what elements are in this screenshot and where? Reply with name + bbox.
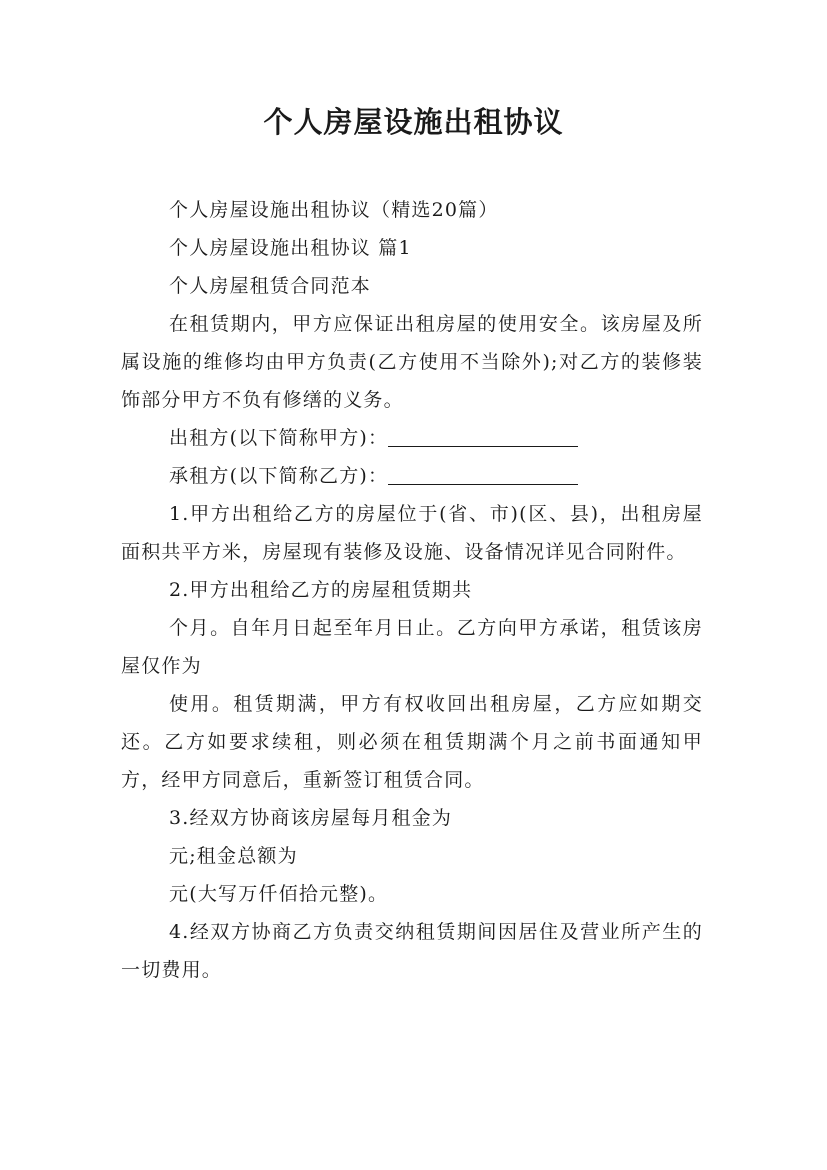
paragraph-lessor <box>121 419 703 457</box>
paragraph-section-heading: 个人房屋设施出租协议 篇1 <box>169 237 412 259</box>
paragraph-clause-2: 2.甲方出租给乙方的房屋租赁期共 <box>169 579 473 601</box>
paragraph-contract-name: 个人房屋租赁合同范本 <box>169 275 372 297</box>
paragraph-lessee <box>121 457 703 495</box>
paragraph-clause-4: 4.经双方协商乙方负责交纳租赁期间因居住及营业所产生的一切费用。 <box>121 921 703 981</box>
document-title: 个人房屋设施出租协议 <box>263 105 564 139</box>
lessee-label: 承租方(以下简称乙方)： <box>169 465 389 487</box>
paragraph-clause-2-use: 使用。租赁期满，甲方有权收回出租房屋，乙方应如期交还。乙方如要求续租，则必须在租赁期满个月之前书面通知甲方，经甲方同意后，重新签订租赁合同。 <box>121 693 703 791</box>
paragraph-clause-3: 3.经双方协商该房屋每月租金为 <box>169 807 453 829</box>
document-body <box>121 191 703 989</box>
paragraph-clause-2-term: 个月。自年月日起至年月日止。乙方向甲方承诺，租赁该房屋仅作为 <box>121 617 703 677</box>
paragraph-maintenance: 在租赁期内，甲方应保证出租房屋的使用安全。该房屋及所属设施的维修均由甲方负责(乙方使用不当除外);对乙方的装修装饰部分甲方不负有修缮的义务。 <box>121 313 703 411</box>
paragraph-clause-3-total: 元;租金总额为 <box>169 845 298 867</box>
lessor-label: 出租方(以下简称甲方)： <box>169 427 389 449</box>
lessee-blank-line <box>388 464 578 485</box>
paragraph-clause-3-uppercase: 元(大写万仟佰拾元整)。 <box>169 883 389 905</box>
lessor-blank-line <box>388 426 578 447</box>
paragraph-subtitle: 个人房屋设施出租协议（精选20篇） <box>169 199 499 221</box>
paragraph-clause-1: 1.甲方出租给乙方的房屋位于(省、市)(区、县)，出租房屋面积共平方米，房屋现有装修及设施、设备情况详见合同附件。 <box>121 503 703 563</box>
